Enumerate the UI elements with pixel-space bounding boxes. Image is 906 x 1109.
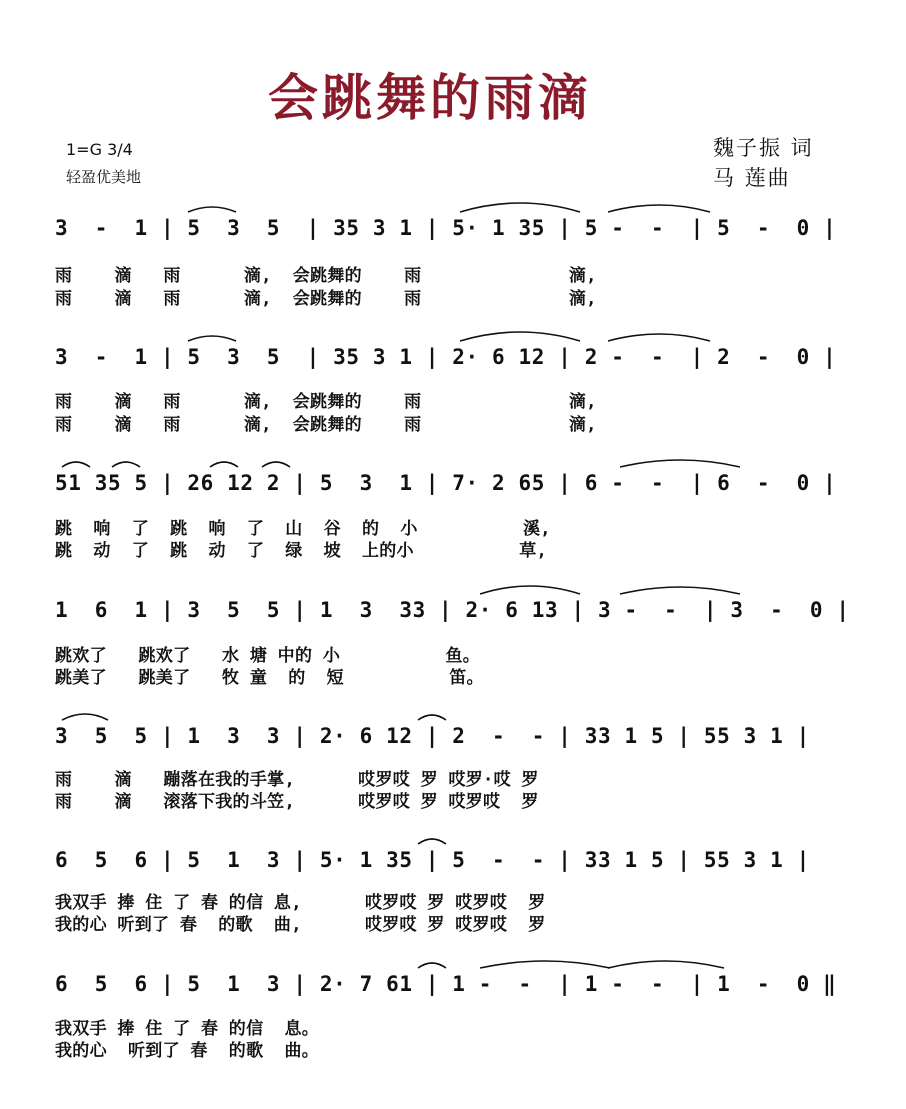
notation-line-5: 3 5 5 | 1 3 3 | 2· 6 12 | 2 - - | 33 1 5 | 55 3 1 | <box>55 724 810 748</box>
song-title: 会跳舞的雨滴 <box>268 69 592 127</box>
lyric-line-6-verse-2: 我的心 听到了 春 的歌 曲, 哎罗哎 罗 哎罗哎 罗 <box>55 915 546 935</box>
notation-line-4: 1 6 1 | 3 5 5 | 1 3 33 | 2· 6 13 | 3 - - | 3 - 0 | <box>55 598 850 622</box>
notation-line-6: 6 5 6 | 5 1 3 | 5· 1 35 | 5 - - | 33 1 5 | 55 3 1 | <box>55 848 810 872</box>
slur-arc <box>620 587 740 594</box>
slur-arc <box>418 715 446 720</box>
lyric-line-5-verse-2: 雨 滴 滚落下我的斗笠, 哎罗哎 罗 哎罗哎 罗 <box>55 792 539 812</box>
slur-arc <box>62 714 108 720</box>
key-signature: 1=G 3/4 <box>66 140 133 159</box>
notation-line-7: 6 5 6 | 5 1 3 | 2· 7 61 | 1 - - | 1 - - | 1 - 0 ‖ <box>55 972 837 996</box>
slur-arc <box>112 462 140 467</box>
lyric-line-2-verse-2: 雨 滴 雨 滴, 会跳舞的 雨 滴, <box>55 415 597 435</box>
lyric-line-2-verse-1: 雨 滴 雨 滴, 会跳舞的 雨 滴, <box>55 392 597 412</box>
lyric-line-7-verse-1: 我双手 捧 住 了 春 的信 息。 <box>55 1019 320 1039</box>
lyricist-credit: 魏子振 词 <box>713 136 814 160</box>
slur-arc <box>418 839 446 844</box>
slur-arc <box>460 332 580 341</box>
slur-arc <box>460 203 580 212</box>
slur-arc <box>262 462 290 467</box>
lyric-line-3-verse-1: 跳 响 了 跳 响 了 山 谷 的 小 溪, <box>55 519 551 539</box>
lyric-line-6-verse-1: 我双手 捧 住 了 春 的信 息, 哎罗哎 罗 哎罗哎 罗 <box>55 893 546 913</box>
notation-line-3: 51 35 5 | 26 12 2 | 5 3 1 | 7· 2 65 | 6 - - | 6 - 0 | <box>55 471 837 495</box>
lyric-line-1-verse-2: 雨 滴 雨 滴, 会跳舞的 雨 滴, <box>55 289 597 309</box>
slur-arc <box>480 586 580 594</box>
tempo-marking: 轻盈优美地 <box>66 168 142 186</box>
slur-arc <box>608 334 710 341</box>
slur-arc <box>608 961 724 968</box>
slur-arc <box>620 460 740 467</box>
slur-arc <box>418 963 446 968</box>
slur-arc <box>210 462 238 467</box>
slur-arc <box>188 207 236 212</box>
lyric-line-3-verse-2: 跳 动 了 跳 动 了 绿 坡 上的小 草, <box>55 541 548 561</box>
slur-arc <box>62 462 90 467</box>
slur-arc <box>480 961 610 968</box>
lyric-line-4-verse-1: 跳欢了 跳欢了 水 塘 中的 小 鱼。 <box>55 646 481 666</box>
lyric-line-4-verse-2: 跳美了 跳美了 牧 童 的 短 笛。 <box>55 668 484 688</box>
notation-line-2: 3 - 1 | 5 3 5 | 35 3 1 | 2· 6 12 | 2 - - | 2 - 0 | <box>55 345 837 369</box>
lyric-line-1-verse-1: 雨 滴 雨 滴, 会跳舞的 雨 滴, <box>55 266 597 286</box>
slur-arc <box>188 336 236 341</box>
lyric-line-7-verse-2: 我的心 听到了 春 的歌 曲。 <box>55 1041 320 1061</box>
slur-arc <box>608 205 710 212</box>
lyric-line-5-verse-1: 雨 滴 蹦落在我的手掌, 哎罗哎 罗 哎罗·哎 罗 <box>55 770 539 790</box>
composer-credit: 马 莲曲 <box>713 166 791 190</box>
notation-line-1: 3 - 1 | 5 3 5 | 35 3 1 | 5· 1 35 | 5 - - | 5 - 0 | <box>55 216 837 240</box>
